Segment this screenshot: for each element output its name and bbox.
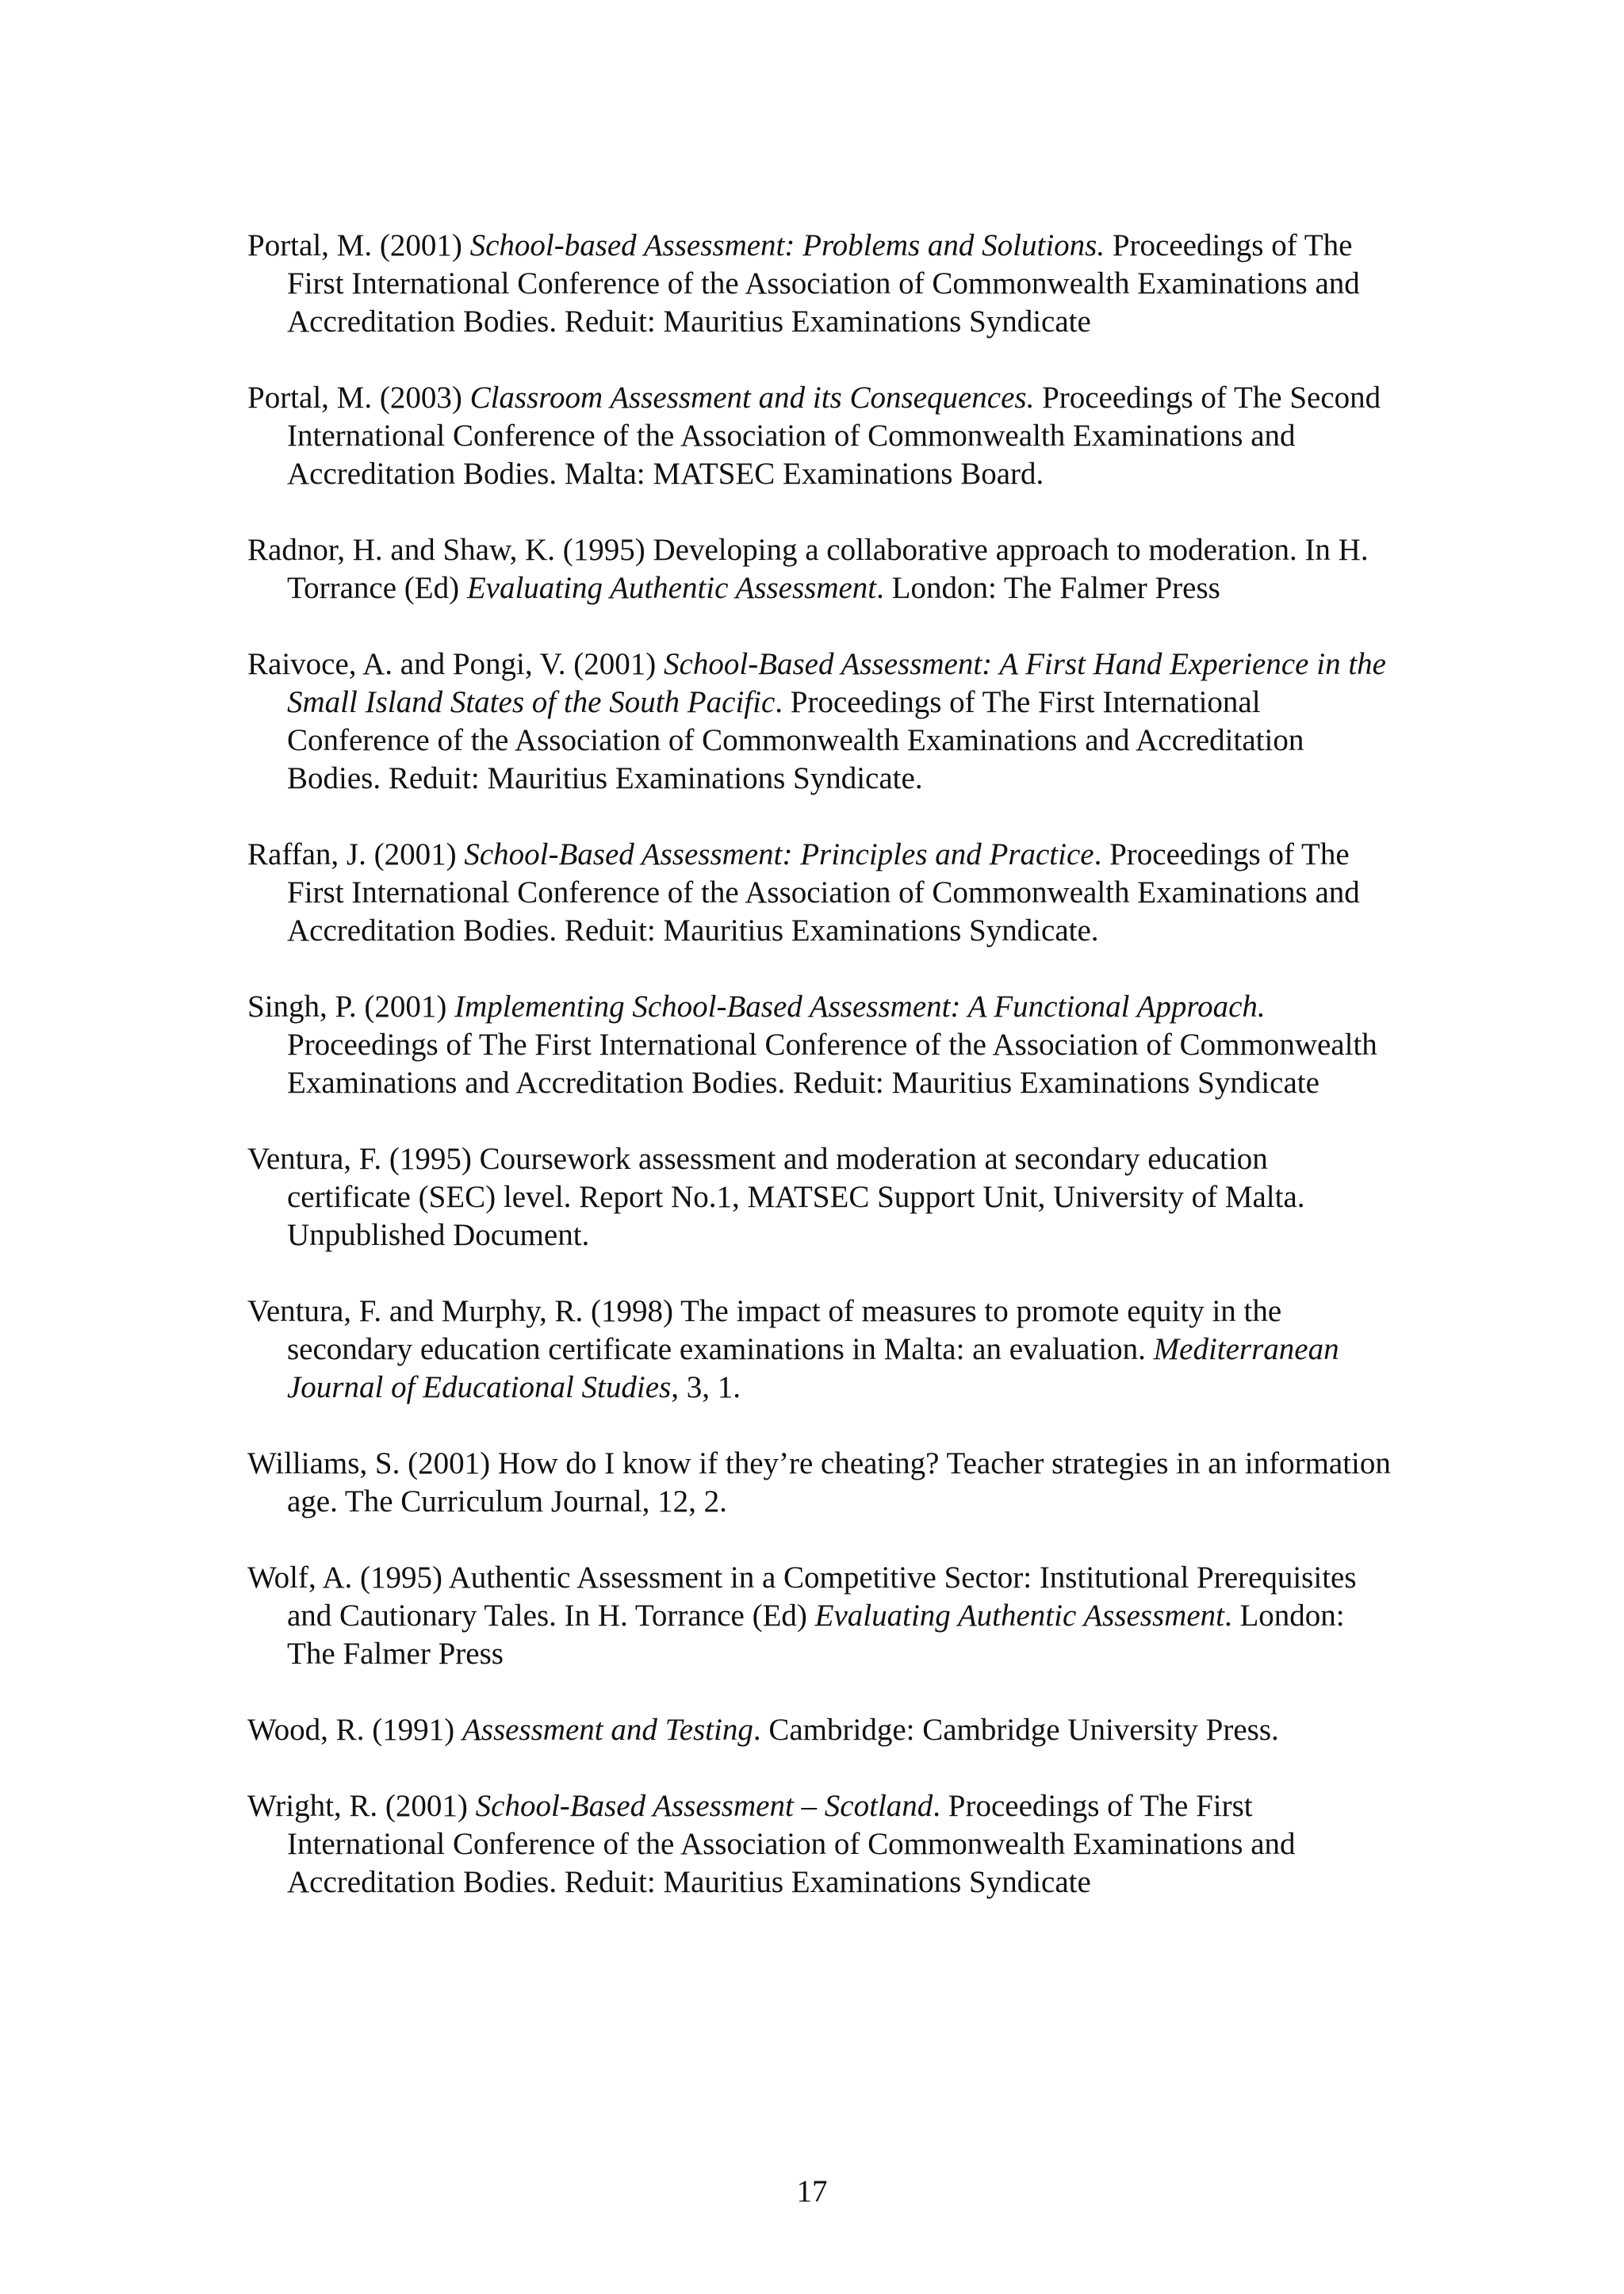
reference-entry [247,227,1397,341]
reference-text: Proceedings of The First International Conference of the Association of Commonwealth Examinations and Accreditation Bodies. Reduit: Mauritius Examinations Syndicate [287,228,1360,339]
reference-title: School-Based Assessment: A First Hand Experience in the Small Island States of the South Pacific [287,647,1386,719]
reference-title: Evaluating Authentic Assessment [814,1599,1224,1633]
reference-text: Raivoce, A. and Pongi, V. (2001) [247,647,665,681]
reference-text: , 3, 1. [671,1370,741,1404]
reference-text: Portal, M. (2001) [247,228,470,262]
reference-text: Portal, M. (2003) [247,381,470,415]
reference-entry [247,645,1397,798]
reference-text: . Proceedings of The First International Conference of the Association of Commonwealth Examinations and Accreditation Bodies. Reduit: Mauritius Examinations Syndicate. [287,685,1304,795]
reference-entry [247,1293,1397,1407]
reference-title: School-Based Assessment – Scotland [475,1789,933,1823]
reference-text: . London: The Falmer Press [287,1599,1345,1671]
reference-entry [247,1445,1397,1521]
reference-text: Proceedings of The Second International Conference of the Association of Commonwealth Examinations and Accreditation Bodies. Malta: MATSEC Examinations Board. [287,381,1381,491]
reference-entry [247,1140,1397,1254]
reference-text: Singh, P. (2001) [247,990,455,1024]
reference-list [247,227,1397,1940]
reference-text: . Proceedings of The First International Conference of the Association of Commonwealth Examinations and Accreditation Bodies. Reduit: Mauritius Examinations Syndicate. [287,837,1360,948]
reference-entry [247,988,1397,1102]
reference-entry [247,1787,1397,1901]
reference-text: Raffan, J. (2001) [247,837,465,871]
reference-title: Classroom Assessment and its Consequences. [469,381,1035,415]
reference-text: Ventura, F. and Murphy, R. (1998) The impact of measures to promote equity in the secondary education certificate examinations in Malta: an evaluation. [247,1294,1282,1366]
reference-title: Implementing School-Based Assessment: A Functional Approach. [454,990,1266,1024]
reference-title: Mediterranean Journal of Educational Studies [287,1332,1339,1404]
reference-text: Wolf, A. (1995) Authentic Assessment in a Competitive Sector: Institutional Prerequisites and Cautionary Tales. In H. Torrance (Ed) [247,1561,1357,1633]
reference-title: School-Based Assessment: Principles and Practice [464,837,1094,871]
reference-title: Evaluating Authentic Assessment [466,571,877,605]
reference-entry [247,1711,1397,1749]
reference-title: School-based Assessment: Problems and Solutions. [469,228,1105,262]
reference-text: . Cambridge: Cambridge University Press. [753,1713,1279,1747]
page-number: 17 [796,2174,828,2208]
reference-text: . Proceedings of The First International Conference of the Association of Commonwealth Examinations and Accreditation Bodies. Reduit: Mauritius Examinations Syndicate [287,1789,1296,1899]
reference-entry [247,836,1397,950]
reference-title: Assessment and Testing [462,1713,753,1747]
reference-text: Williams, S. (2001) How do I know if they’re cheating? Teacher strategies in an information age. The Curriculum Journal, 12, 2. [247,1446,1391,1518]
reference-text: Proceedings of The First International Conference of the Association of Commonwealth Examinations and Accreditation Bodies. Reduit: Mauritius Examinations Syndicate [287,1028,1377,1100]
reference-text: Wood, R. (1991) [247,1713,462,1747]
reference-entry [247,1559,1397,1673]
reference-text: Ventura, F. (1995) Coursework assessment and moderation at secondary education certificate (SEC) level. Report No.1, MATSEC Support Unit, University of Malta. Unpublished Document. [247,1142,1305,1252]
reference-text: Wright, R. (2001) [247,1789,476,1823]
reference-text: . London: The Falmer Press [876,571,1220,605]
reference-entry [247,379,1397,493]
reference-entry [247,531,1397,607]
reference-text: Radnor, H. and Shaw, K. (1995) Developing a collaborative approach to moderation. In H. Torrance (Ed) [247,533,1369,605]
